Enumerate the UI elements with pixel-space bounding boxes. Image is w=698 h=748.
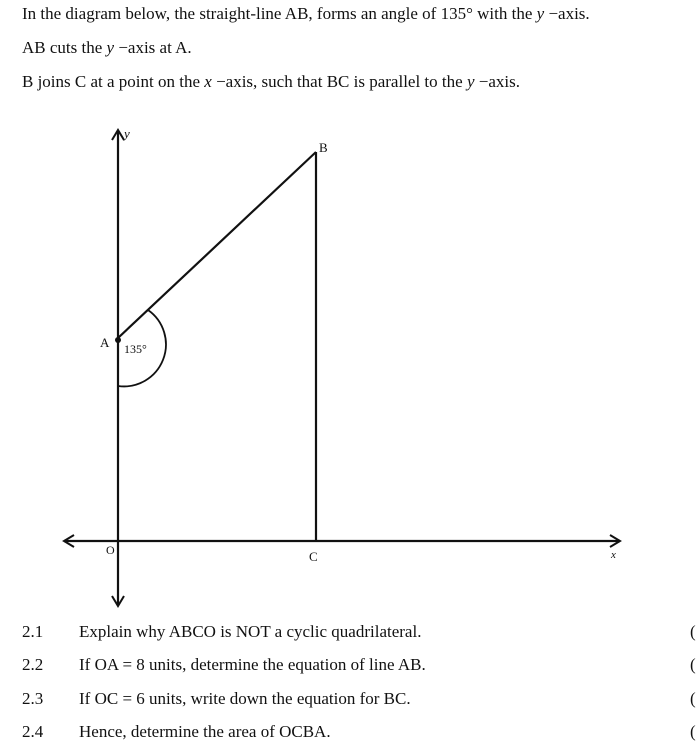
question-number: 2.3 bbox=[22, 689, 44, 708]
intro-line-3-b: −axis, such that BC is parallel to the bbox=[211, 72, 467, 91]
question-text: Explain why ABCO is NOT a cyclic quadrilateral. bbox=[79, 622, 422, 641]
marks-bracket: ( bbox=[690, 689, 696, 708]
marks-bracket: ( bbox=[690, 622, 696, 641]
question-2-3 bbox=[22, 689, 698, 713]
question-2-1 bbox=[22, 622, 698, 646]
intro-line-3-var2: y bbox=[466, 72, 475, 91]
question-number: 2.2 bbox=[22, 655, 44, 674]
intro-line-1-var: y bbox=[536, 4, 545, 23]
y-axis-label: y bbox=[124, 126, 130, 141]
question-text: If OA = 8 units, determine the equation of line AB. bbox=[79, 655, 426, 674]
angle-label: 135° bbox=[124, 342, 147, 356]
marks-bracket: ( bbox=[690, 722, 696, 741]
point-a-dot bbox=[115, 337, 121, 343]
intro-line-3-var1: x bbox=[204, 72, 212, 91]
question-2-2 bbox=[22, 655, 698, 679]
intro-line-3-a: B joins C at a point on the bbox=[22, 72, 205, 91]
x-axis-label: x bbox=[611, 549, 616, 561]
intro-line-2-a: AB cuts the bbox=[22, 38, 107, 57]
question-number: 2.4 bbox=[22, 722, 44, 741]
intro-line-2-var: y bbox=[106, 38, 115, 57]
point-o-label: O bbox=[106, 543, 115, 557]
point-b-label: B bbox=[319, 140, 328, 155]
question-text: If OC = 6 units, write down the equation for BC. bbox=[79, 689, 411, 708]
line-ab bbox=[118, 152, 316, 338]
intro-line-3-c: −axis. bbox=[474, 72, 520, 91]
question-2-4 bbox=[22, 722, 698, 746]
marks-bracket: ( bbox=[690, 655, 696, 674]
intro-line-1-b: −axis. bbox=[544, 4, 590, 23]
point-a-label: A bbox=[100, 335, 110, 350]
question-text: Hence, determine the area of OCBA. bbox=[79, 722, 331, 741]
question-number: 2.1 bbox=[22, 622, 44, 641]
point-c-label: C bbox=[309, 549, 318, 564]
intro-line-2-b: −axis at A. bbox=[114, 38, 192, 57]
intro-line-1-a: In the diagram below, the straight-line AB, forms an angle of 135° with the bbox=[22, 4, 537, 23]
